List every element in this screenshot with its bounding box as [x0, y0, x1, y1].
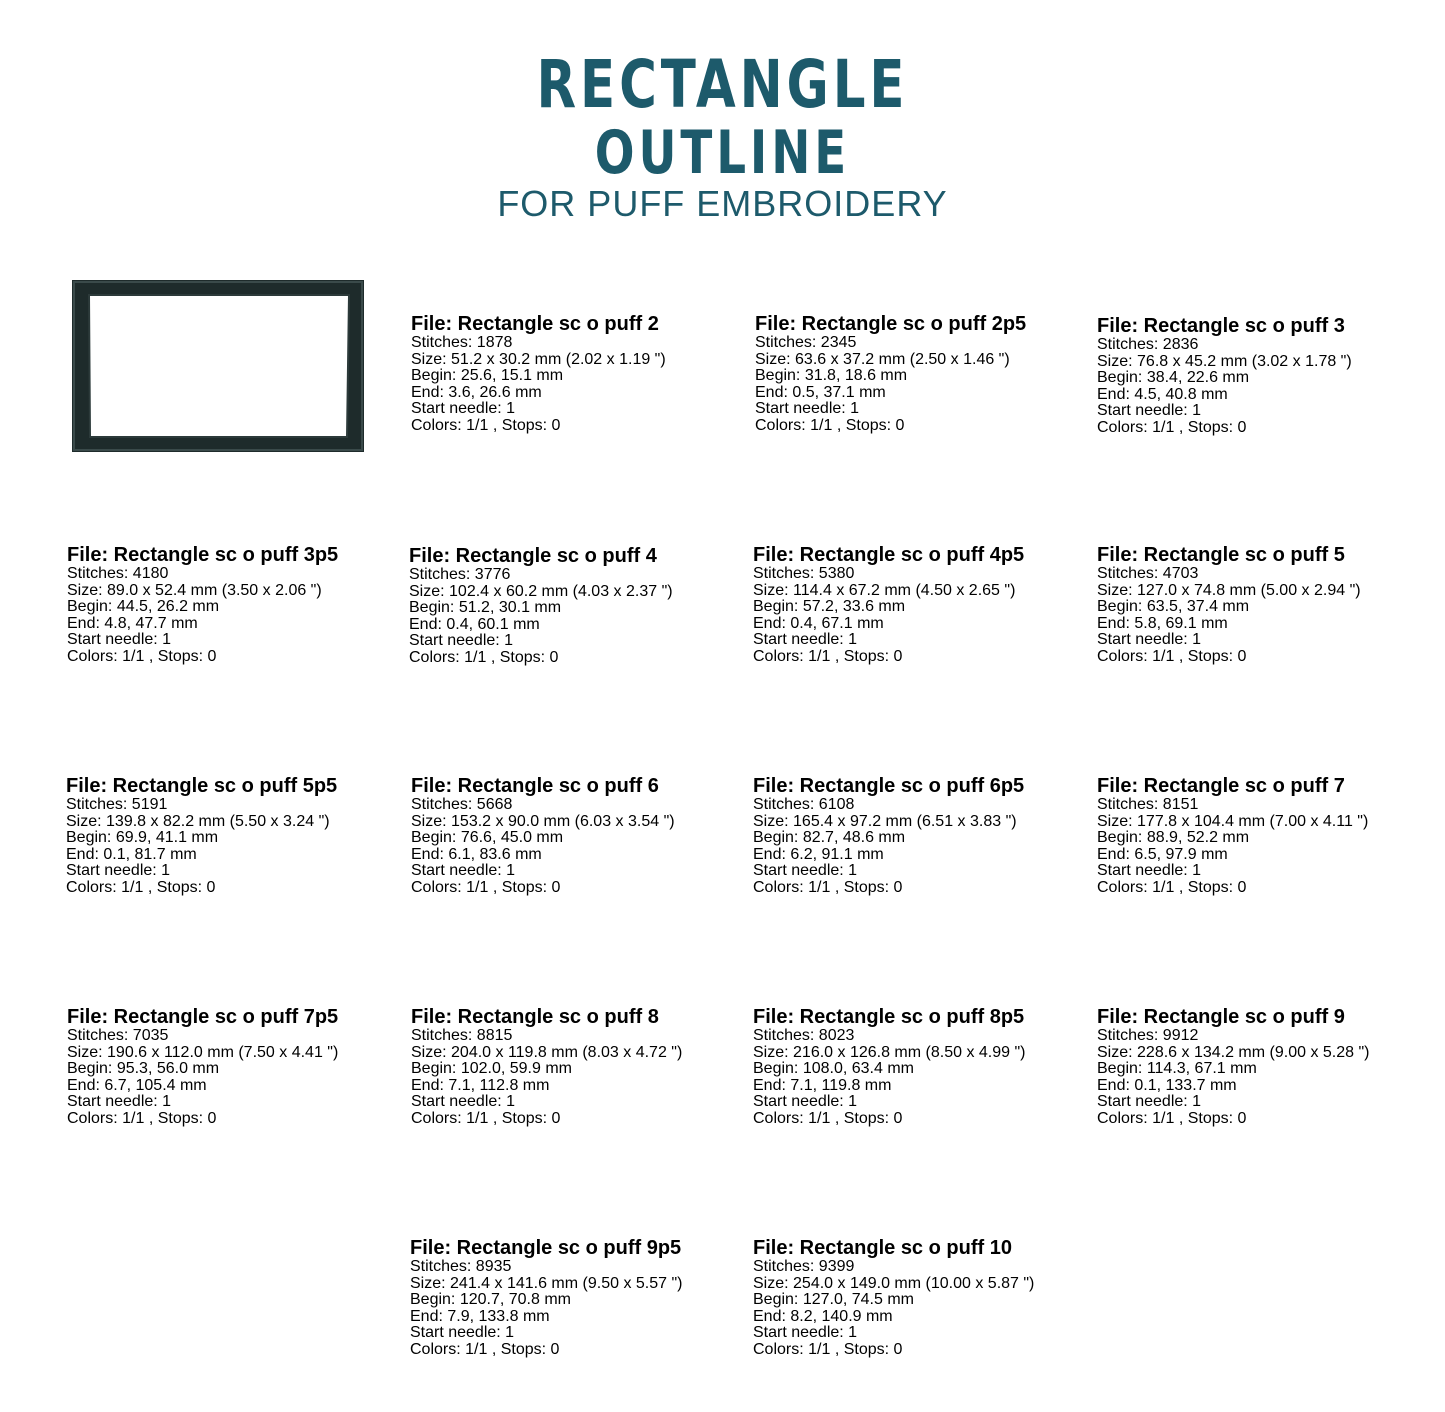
- colors-stops: Colors: 1/1 , Stops: 0: [411, 1109, 561, 1127]
- file-name: File: Rectangle sc o puff 9: [1097, 1006, 1345, 1028]
- size: Size: 190.6 x 112.0 mm (7.50 x 4.41 "): [67, 1043, 339, 1061]
- file-info-block: [411, 775, 675, 897]
- start-needle: Start needle: 1: [1097, 862, 1202, 880]
- subtitle: FOR PUFF EMBROIDERY: [497, 183, 948, 224]
- start-needle: Start needle: 1: [753, 631, 858, 649]
- file-info-block: [411, 1006, 682, 1128]
- colors-stops: Colors: 1/1 , Stops: 0: [753, 1109, 903, 1127]
- file-name: File: Rectangle sc o puff 4p5: [753, 544, 1025, 566]
- start-needle: Start needle: 1: [1097, 402, 1202, 420]
- file-name: File: Rectangle sc o puff 8p5: [753, 1006, 1025, 1028]
- size: Size: 127.0 x 74.8 mm (5.00 x 2.94 "): [1097, 581, 1361, 599]
- file-info-block: [67, 1006, 338, 1128]
- stitches: Stitches: 9399: [753, 1258, 855, 1275]
- file-info-block: [1097, 315, 1352, 437]
- end: End: 0.5, 37.1 mm: [755, 383, 886, 401]
- colors-stops: Colors: 1/1 , Stops: 0: [66, 878, 216, 896]
- begin: Begin: 120.7, 70.8 mm: [410, 1291, 571, 1309]
- colors-stops: Colors: 1/1 , Stops: 0: [1097, 418, 1247, 436]
- stitches: Stitches: 2836: [1097, 336, 1199, 353]
- colors-stops: Colors: 1/1 , Stops: 0: [753, 878, 903, 896]
- end: End: 6.5, 97.9 mm: [1097, 845, 1228, 863]
- begin: Begin: 63.5, 37.4 mm: [1097, 598, 1250, 616]
- file-info-block: [1097, 544, 1361, 666]
- start-needle: Start needle: 1: [67, 1093, 172, 1111]
- colors-stops: Colors: 1/1 , Stops: 0: [410, 1340, 560, 1358]
- start-needle: Start needle: 1: [411, 400, 516, 418]
- size: Size: 216.0 x 126.8 mm (8.50 x 4.99 "): [753, 1043, 1026, 1061]
- file-info-block: [411, 313, 666, 435]
- colors-stops: Colors: 1/1 , Stops: 0: [67, 1109, 217, 1127]
- file-info-block: [66, 775, 337, 897]
- file-info-block: [753, 775, 1024, 897]
- file-info-block: [67, 544, 338, 666]
- end: End: 0.4, 67.1 mm: [753, 614, 884, 632]
- end: End: 6.7, 105.4 mm: [67, 1076, 207, 1094]
- start-needle: Start needle: 1: [67, 631, 172, 649]
- stitches: Stitches: 8935: [410, 1258, 512, 1275]
- end: End: 0.1, 81.7 mm: [66, 845, 197, 863]
- end: End: 7.1, 112.8 mm: [411, 1076, 550, 1094]
- begin: Begin: 57.2, 33.6 mm: [753, 598, 906, 616]
- begin: Begin: 51.2, 30.1 mm: [409, 599, 562, 617]
- colors-stops: Colors: 1/1 , Stops: 0: [1097, 878, 1247, 896]
- begin: Begin: 95.3, 56.0 mm: [67, 1060, 220, 1078]
- colors-stops: Colors: 1/1 , Stops: 0: [411, 416, 561, 434]
- begin: Begin: 88.9, 52.2 mm: [1097, 829, 1250, 847]
- begin: Begin: 76.6, 45.0 mm: [411, 829, 564, 847]
- start-needle: Start needle: 1: [1097, 1093, 1202, 1111]
- stitches: Stitches: 3776: [409, 566, 511, 583]
- end: End: 8.2, 140.9 mm: [753, 1307, 893, 1325]
- colors-stops: Colors: 1/1 , Stops: 0: [409, 648, 559, 666]
- size: Size: 102.4 x 60.2 mm (4.03 x 2.37 "): [409, 582, 673, 600]
- stitches: Stitches: 4180: [67, 565, 169, 582]
- colors-stops: Colors: 1/1 , Stops: 0: [1097, 1109, 1247, 1127]
- end: End: 0.4, 60.1 mm: [409, 615, 540, 633]
- stitches: Stitches: 9912: [1097, 1027, 1199, 1044]
- rectangle-outline-preview: [72, 280, 364, 452]
- colors-stops: Colors: 1/1 , Stops: 0: [67, 647, 217, 665]
- stitches: Stitches: 8023: [753, 1027, 855, 1044]
- start-needle: Start needle: 1: [411, 1093, 516, 1111]
- end: End: 7.1, 119.8 mm: [753, 1076, 892, 1094]
- start-needle: Start needle: 1: [1097, 631, 1202, 649]
- size: Size: 114.4 x 67.2 mm (4.50 x 2.65 "): [753, 581, 1016, 599]
- file-name: File: Rectangle sc o puff 10: [753, 1237, 1012, 1259]
- start-needle: Start needle: 1: [66, 862, 171, 880]
- begin: Begin: 44.5, 26.2 mm: [67, 598, 220, 616]
- file-info-block: [753, 1006, 1025, 1128]
- size: Size: 165.4 x 97.2 mm (6.51 x 3.83 "): [753, 812, 1017, 830]
- file-name: File: Rectangle sc o puff 7p5: [67, 1006, 339, 1028]
- start-needle: Start needle: 1: [753, 1093, 858, 1111]
- size: Size: 204.0 x 119.8 mm (8.03 x 4.72 "): [411, 1043, 683, 1061]
- begin: Begin: 31.8, 18.6 mm: [755, 367, 908, 385]
- file-name: File: Rectangle sc o puff 4: [409, 545, 657, 567]
- end: End: 4.5, 40.8 mm: [1097, 385, 1228, 403]
- file-name: File: Rectangle sc o puff 6p5: [753, 775, 1025, 797]
- begin: Begin: 69.9, 41.1 mm: [66, 829, 219, 847]
- size: Size: 139.8 x 82.2 mm (5.50 x 3.24 "): [66, 812, 330, 830]
- file-info-block: [755, 313, 1026, 435]
- file-info-block: [1097, 1006, 1369, 1128]
- colors-stops: Colors: 1/1 , Stops: 0: [411, 878, 561, 896]
- stitches: Stitches: 1878: [411, 334, 513, 351]
- begin: Begin: 38.4, 22.6 mm: [1097, 369, 1250, 387]
- end: End: 0.1, 133.7 mm: [1097, 1076, 1237, 1094]
- file-name: File: Rectangle sc o puff 7: [1097, 775, 1345, 797]
- start-needle: Start needle: 1: [410, 1324, 515, 1342]
- file-name: File: Rectangle sc o puff 6: [411, 775, 659, 797]
- stitches: Stitches: 5668: [411, 796, 513, 813]
- colors-stops: Colors: 1/1 , Stops: 0: [753, 647, 903, 665]
- begin: Begin: 102.0, 59.9 mm: [411, 1060, 572, 1078]
- file-info-block: [409, 545, 673, 667]
- size: Size: 177.8 x 104.4 mm (7.00 x 4.11 "): [1097, 812, 1369, 830]
- file-info-block: [753, 544, 1024, 666]
- begin: Begin: 108.0, 63.4 mm: [753, 1060, 914, 1078]
- colors-stops: Colors: 1/1 , Stops: 0: [753, 1340, 903, 1358]
- title-line-2: OUTLINE: [594, 118, 851, 188]
- start-needle: Start needle: 1: [411, 862, 516, 880]
- end: End: 5.8, 69.1 mm: [1097, 614, 1228, 632]
- file-name: File: Rectangle sc o puff 5p5: [66, 775, 338, 797]
- stitches: Stitches: 8815: [411, 1027, 513, 1044]
- begin: Begin: 114.3, 67.1 mm: [1097, 1060, 1257, 1078]
- file-name: File: Rectangle sc o puff 3p5: [67, 544, 339, 566]
- end: End: 4.8, 47.7 mm: [67, 614, 198, 632]
- stitches: Stitches: 5380: [753, 565, 855, 582]
- file-name: File: Rectangle sc o puff 3: [1097, 315, 1345, 337]
- file-info-block: [753, 1237, 1034, 1359]
- size: Size: 76.8 x 45.2 mm (3.02 x 1.78 "): [1097, 352, 1352, 370]
- stitches: Stitches: 4703: [1097, 565, 1199, 582]
- file-name: File: Rectangle sc o puff 9p5: [410, 1237, 682, 1259]
- start-needle: Start needle: 1: [753, 862, 858, 880]
- start-needle: Start needle: 1: [753, 1324, 858, 1342]
- file-name: File: Rectangle sc o puff 2p5: [755, 313, 1027, 335]
- file-info-block: [1097, 775, 1368, 897]
- size: Size: 153.2 x 90.0 mm (6.03 x 3.54 "): [411, 812, 675, 830]
- stitches: Stitches: 6108: [753, 796, 855, 813]
- start-needle: Start needle: 1: [409, 632, 514, 650]
- size: Size: 51.2 x 30.2 mm (2.02 x 1.19 "): [411, 350, 666, 368]
- stitches: Stitches: 8151: [1097, 796, 1199, 813]
- size: Size: 89.0 x 52.4 mm (3.50 x 2.06 "): [67, 581, 322, 599]
- file-name: File: Rectangle sc o puff 8: [411, 1006, 659, 1028]
- file-name: File: Rectangle sc o puff 5: [1097, 544, 1345, 566]
- begin: Begin: 127.0, 74.5 mm: [753, 1291, 914, 1309]
- colors-stops: Colors: 1/1 , Stops: 0: [1097, 647, 1247, 665]
- title-line-1: RECTANGLE: [536, 46, 909, 123]
- stitches: Stitches: 5191: [66, 796, 168, 813]
- end: End: 6.2, 91.1 mm: [753, 845, 884, 863]
- size: Size: 63.6 x 37.2 mm (2.50 x 1.46 "): [755, 350, 1010, 368]
- end: End: 7.9, 133.8 mm: [410, 1307, 550, 1325]
- end: End: 3.6, 26.6 mm: [411, 383, 542, 401]
- file-info-block: [410, 1237, 682, 1359]
- file-name: File: Rectangle sc o puff 2: [411, 313, 659, 335]
- start-needle: Start needle: 1: [755, 400, 860, 418]
- size: Size: 228.6 x 134.2 mm (9.00 x 5.28 "): [1097, 1043, 1370, 1061]
- begin: Begin: 25.6, 15.1 mm: [411, 367, 564, 385]
- begin: Begin: 82.7, 48.6 mm: [753, 829, 906, 847]
- end: End: 6.1, 83.6 mm: [411, 845, 542, 863]
- size: Size: 241.4 x 141.6 mm (9.50 x 5.57 "): [410, 1274, 683, 1292]
- stitches: Stitches: 7035: [67, 1027, 169, 1044]
- stitches: Stitches: 2345: [755, 334, 857, 351]
- size: Size: 254.0 x 149.0 mm (10.00 x 5.87 "): [753, 1274, 1035, 1292]
- colors-stops: Colors: 1/1 , Stops: 0: [755, 416, 905, 434]
